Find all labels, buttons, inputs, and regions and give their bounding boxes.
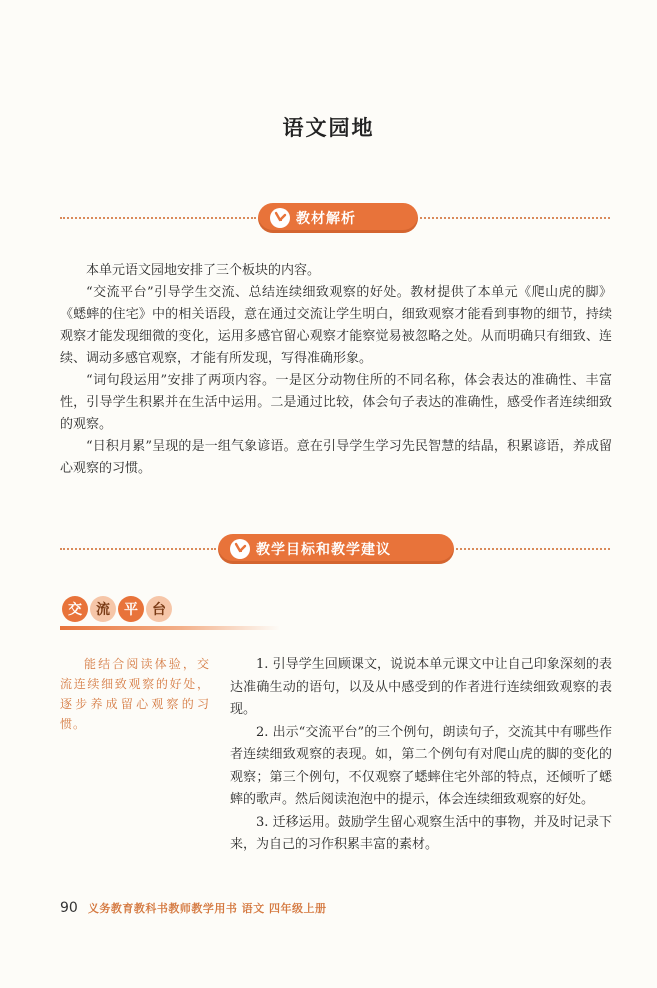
subhead-char: 交 bbox=[62, 596, 88, 622]
page-number: 90 bbox=[60, 900, 78, 916]
subsection-heading bbox=[60, 596, 280, 632]
suggestion-item: 1. 引导学生回顾课文，说说本单元课文中让自己印象深刻的表达准确生动的语句，以及从中感受到的作者进行连续细致观察的表现。 bbox=[230, 657, 612, 717]
section-label: 教学目标和教学建议 bbox=[256, 542, 391, 558]
book-title: 义务教育教科书教师教学用书 语文 四年级上册 bbox=[87, 902, 327, 915]
analysis-paragraph: “日积月累”呈现的是一组气象谚语。意在引导学生学习先民智慧的结晶，积累谚语，养成留心观察的习惯。 bbox=[60, 439, 612, 476]
side-note-goal bbox=[60, 654, 210, 734]
suggestion-item: 3. 迁移运用。鼓励学生留心观察生活中的事物，并及时记录下来，为自己的习作积累丰富的素材。 bbox=[230, 814, 612, 852]
check-arrow-icon bbox=[270, 208, 290, 228]
analysis-paragraph: “词句段运用”安排了两项内容。一是区分动物住所的不同名称，体会表达的准确性、丰富性，引导学生积累并在生活中运用。二是通过比较，体会句子表达的准确性，感受作者连续细致的观察。 bbox=[60, 373, 612, 432]
subhead-underline bbox=[60, 626, 280, 630]
dotted-divider-left bbox=[60, 217, 256, 219]
subhead-char: 台 bbox=[146, 596, 172, 622]
section-pill bbox=[258, 203, 418, 233]
side-note-text: 能结合阅读体验，交流连续细致观察的好处，逐步养成留心观察的习惯。 bbox=[60, 657, 210, 731]
suggestion-item: 2. 出示“交流平台”的三个例句，朗读句子，交流其中有哪些作者连续细致观察的表现。如，第二个例句有对爬山虎的脚的变化的观察；第三个例句，不仅观察了蟋蟀住宅外部的特点，还倾听了蟋蟀的歌声。然后阅读泡泡中的提示，体会连续细致观察的好处。 bbox=[230, 724, 612, 807]
dotted-divider-left bbox=[60, 548, 216, 550]
analysis-paragraph: 本单元语文园地安排了三个板块的内容。 bbox=[86, 263, 321, 278]
analysis-body bbox=[60, 260, 612, 480]
check-arrow-icon bbox=[230, 539, 250, 559]
section-banner-textbook-analysis bbox=[60, 203, 610, 233]
page-footer bbox=[60, 900, 327, 916]
section-label: 教材解析 bbox=[296, 211, 356, 227]
section-pill bbox=[218, 534, 454, 564]
page-title: 语文园地 bbox=[282, 115, 375, 140]
subhead-char: 流 bbox=[90, 596, 116, 622]
dotted-divider-right bbox=[456, 548, 610, 550]
section-banner-teaching-goals bbox=[60, 534, 610, 564]
dotted-divider-right bbox=[420, 217, 610, 219]
analysis-paragraph: “交流平台”引导学生交流、总结连续细致观察的好处。教材提供了本单元《爬山虎的脚》《蟋蟀的住宅》中的相关语段，意在通过交流让学生明白，细致观察才能看到事物的细节，持续观察才能发现细微的变化，运用多感官留心观察才能察觉易被忽略之处。从而明确只有细致、连续、调动多感官观察，才能有所发现，写得准确形象。 bbox=[60, 285, 612, 366]
teaching-suggestions bbox=[230, 654, 612, 857]
subhead-char: 平 bbox=[118, 596, 144, 622]
